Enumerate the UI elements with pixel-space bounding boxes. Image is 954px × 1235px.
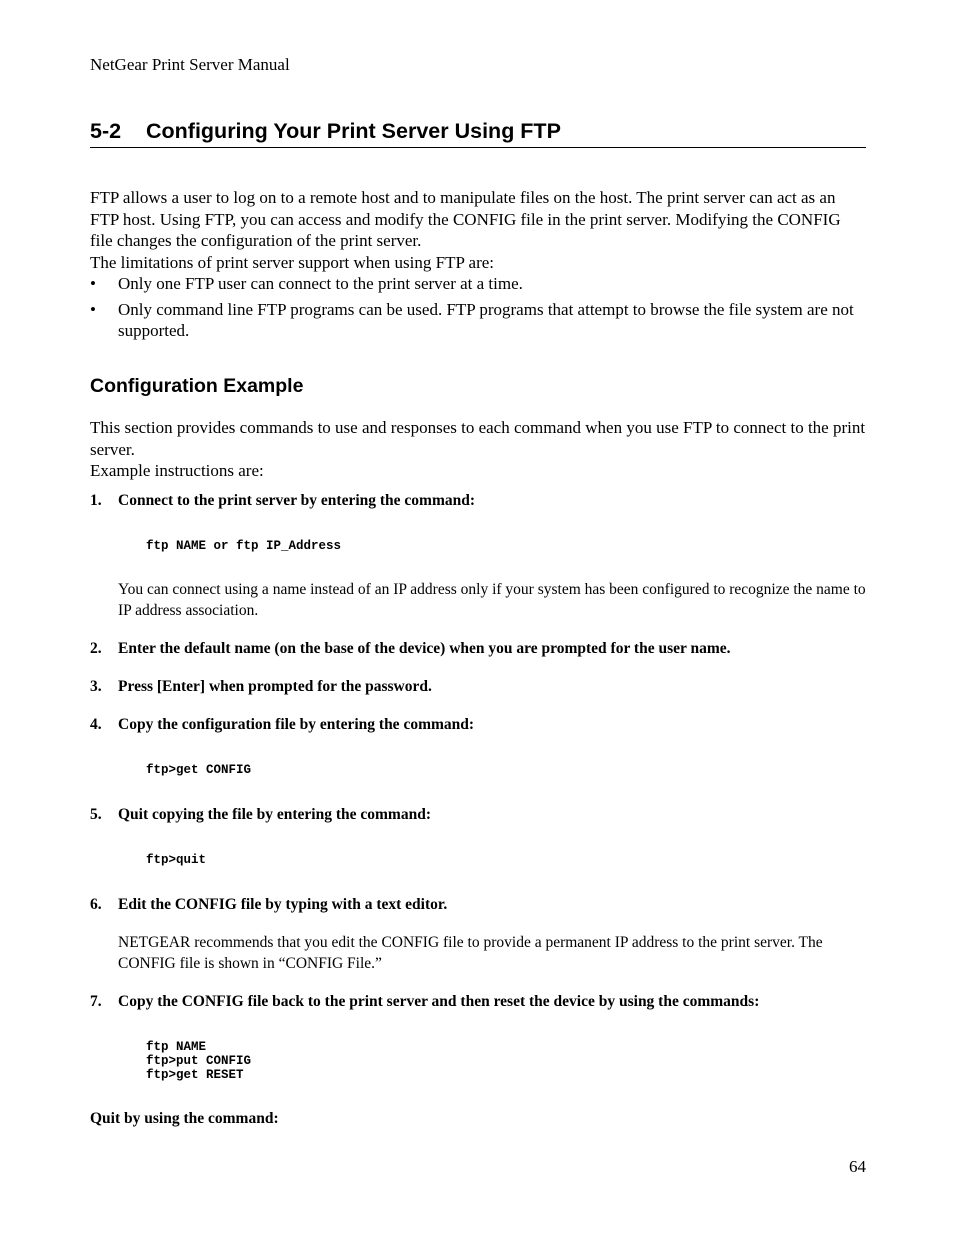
list-item: • Only command line FTP programs can be used. FTP programs that attempt to browse the file system are not supported. [90, 299, 854, 340]
step-6 [90, 895, 866, 915]
section-title: Configuring Your Print Server Using FTP [146, 119, 561, 143]
step-text: Enter the default name (on the base of the device) when you are prompted for the user name. [118, 640, 731, 657]
section-number: 5-2 [90, 119, 122, 143]
step-text: Copy the CONFIG file back to the print server and then reset the device by using the commands: [118, 993, 760, 1010]
intro-block [90, 187, 866, 342]
list-item: • Only one FTP user can connect to the print server at a time. [90, 274, 523, 293]
page-number: 64 [849, 1157, 866, 1176]
step-7 [90, 992, 866, 1012]
step-note: You can connect using a name instead of an IP address only if your system has been configured to recognize the name to IP address association. [118, 581, 866, 619]
section-heading [90, 118, 866, 148]
code-block: ftp>get CONFIG [146, 763, 252, 777]
code-block [146, 1040, 251, 1082]
step-number: 1. [90, 492, 102, 509]
bullet-icon: • [90, 299, 96, 319]
step-number: 2. [90, 640, 102, 657]
running-header: NetGear Print Server Manual [90, 55, 290, 74]
step-number: 7. [90, 993, 102, 1010]
step-4 [90, 715, 866, 735]
step-text: Press [Enter] when prompted for the password. [118, 678, 432, 695]
step-text: Copy the configuration file by entering the command: [118, 716, 475, 733]
step-2 [90, 639, 866, 659]
step-number: 4. [90, 716, 102, 733]
subsection-intro [90, 417, 866, 482]
step-text: Edit the CONFIG file by typing with a text editor. [118, 896, 448, 913]
step-3 [90, 677, 866, 697]
step-text: Quit copying the file by entering the command: [118, 806, 431, 823]
subsection-heading: Configuration Example [90, 375, 304, 397]
code-line: ftp>put CONFIG [146, 1054, 252, 1068]
code-line: ftp NAME [146, 1040, 207, 1054]
limitations-list [90, 273, 866, 342]
step-1 [90, 491, 866, 511]
step-5 [90, 805, 866, 825]
code-block: ftp NAME or ftp IP_Address [146, 539, 342, 553]
bullet-icon: • [90, 274, 96, 293]
final-instruction: Quit by using the command: [90, 1110, 279, 1127]
step-note: NETGEAR recommends that you edit the CONFIG file to provide a permanent IP address to the print server. The CONFIG file is shown in “CONFIG File.” [118, 934, 823, 972]
subsection-lead: Example instructions are: [90, 461, 264, 480]
step-text: Connect to the print server by entering the command: [118, 492, 476, 509]
code-block: ftp>quit [146, 853, 207, 867]
step-number: 3. [90, 678, 102, 695]
step-number: 5. [90, 806, 102, 823]
code-line: ftp>get RESET [146, 1068, 244, 1082]
subsection-paragraph: This section provides commands to use and responses to each command when you use FTP to connect to the print server. [90, 418, 866, 459]
intro-paragraph: FTP allows a user to log on to a remote host and to manipulate files on the host. The print server can act as an FTP host. Using FTP, you can access and modify the CONFIG file in the print server. Modifying the CONFIG file changes the configuration of the print server. [90, 188, 841, 250]
step-number: 6. [90, 896, 102, 913]
limitations-lead: The limitations of print server support when using FTP are: [90, 252, 494, 272]
